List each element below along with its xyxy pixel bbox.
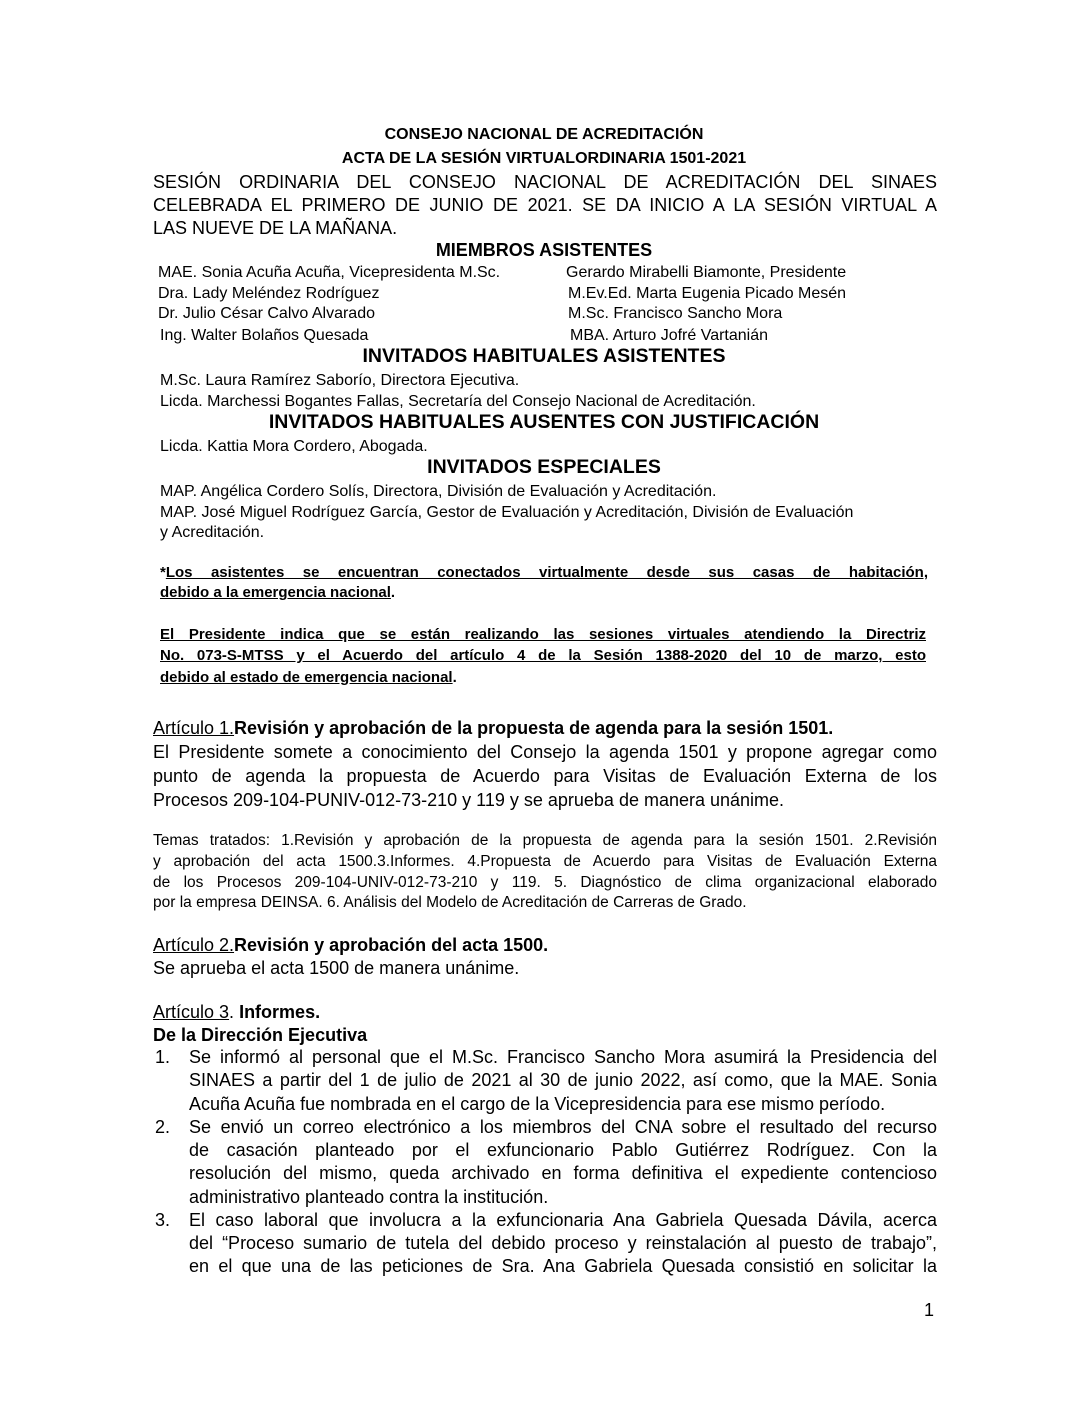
notice-1-line-2 [160, 584, 395, 601]
articulo-2-title: Revisión y aprobación del acta 1500. [234, 935, 549, 955]
intro-line-2: CELEBRADA EL PRIMERO DE JUNIO DE 2021. SE DA INICIO A LA SESIÓN VIRTUAL A [153, 195, 937, 215]
invitados-ausentes-title: INVITADOS HABITUALES AUSENTES CON JUSTIFICACIÓN [268, 411, 820, 433]
miembro-left-2: Dra. Lady Meléndez Rodríguez [158, 285, 380, 302]
articulo-2-label: Artículo 2. [153, 935, 235, 955]
invitado-especial-2: MAP. José Miguel Rodríguez García, Gestor de Evaluación y Acreditación, División de Evaluación [160, 504, 854, 521]
invitado-especial-3: y Acreditación. [160, 524, 265, 541]
miembro-left-4: Ing. Walter Bolaños Quesada [160, 327, 369, 344]
notice-1-line-1 [160, 564, 928, 581]
miembro-left-3: Dr. Julio César Calvo Alvarado [158, 305, 375, 322]
notice-1-end: . [390, 584, 396, 601]
invitado-ausente-1: Licda. Kattia Mora Cordero, Abogada. [160, 438, 428, 455]
org-title: CONSEJO NACIONAL DE ACREDITACIÓN [384, 126, 704, 143]
articulo-1-body-3: Procesos 209-104-PUNIV-012-73-210 y 119 y se aprueba de manera unánime. [153, 790, 785, 810]
notice-2-text-2: No. 073-S-MTSS y el Acuerdo del artículo 4 de la Sesión 1388-2020 del 10 de marzo, esto [160, 647, 926, 664]
temas-line-1: Temas tratados: 1.Revisión y aprobación de la propuesta de agenda para la sesión 1501. 2.Revisión [153, 832, 937, 849]
miembro-right-2: M.Ev.Ed. Marta Eugenia Picado Mesén [568, 285, 847, 302]
articulo-3-sep: . [229, 1002, 240, 1022]
informe-2-line-2: de casación planteado por el exfuncionario Pablo Gutiérrez Rodríguez. Con la [189, 1140, 937, 1160]
informe-1-line-2: SINAES a partir del 1 de julio de 2021 al 30 de junio 2022, así como, que la MAE. Sonia [189, 1070, 937, 1090]
articulo-1-body-2: punto de agenda la propuesta de Acuerdo para Visitas de Evaluación Externa de los [153, 766, 937, 786]
informe-2-line-4: administrativo planteado contra la institución. [189, 1187, 549, 1207]
articulo-3-label: Artículo 3 [153, 1002, 230, 1022]
notice-2-text-1: El Presidente indica que se están realizando las sesiones virtuales atendiendo la Directriz [160, 626, 926, 643]
invitado-especial-1: MAP. Angélica Cordero Solís, Directora, División de Evaluación y Acreditación. [160, 483, 717, 500]
miembro-right-4: MBA. Arturo Jofré Vartanián [570, 327, 769, 344]
intro-line-3: LAS NUEVE DE LA MAÑANA. [153, 218, 398, 238]
articulo-1-title: Revisión y aprobación de la propuesta de agenda para la sesión 1501. [234, 718, 834, 738]
temas-line-3: de los Procesos 209-104-UNIV-012-73-210 y 119. 5. Diagnóstico de clima organizacional elaborado [153, 874, 937, 891]
invitados-especiales-title: INVITADOS ESPECIALES [427, 456, 661, 478]
miembro-left-1: MAE. Sonia Acuña Acuña, Vicepresidenta M.Sc. [158, 264, 501, 281]
notice-2-text-3: debido al estado de emergencia nacional [160, 669, 453, 686]
direccion-ejecutiva-subtitle: De la Dirección Ejecutiva [153, 1025, 368, 1045]
informe-1-line-3: Acuña Acuña fue nombrada en el cargo de la Vicepresidencia para ese mismo período. [189, 1094, 886, 1114]
page-number: 1 [924, 1300, 935, 1320]
invitado-habitual-1: M.Sc. Laura Ramírez Saborío, Directora Ejecutiva. [160, 372, 520, 389]
notice-2-end: . [452, 669, 457, 686]
temas-line-4: por la empresa DEINSA. 6. Análisis del Modelo de Acreditación de Carreras de Grado. [153, 894, 747, 911]
informe-2-num: 2. [155, 1117, 171, 1137]
articulo-2-body: Se aprueba el acta 1500 de manera unánime. [153, 958, 520, 978]
informe-2-line-3: resolución del mismo, queda archivado en forma definitiva el expediente contencioso [189, 1163, 937, 1183]
informe-3-line-2: del “Proceso sumario de tutela del debido proceso y reinstalación al puesto de trabajo”, [189, 1233, 937, 1253]
articulo-1-body-1: El Presidente somete a conocimiento del Consejo la agenda 1501 y propone agregar como [153, 742, 937, 762]
notice-1-text-2: debido a la emergencia nacional [160, 584, 391, 601]
miembros-title: MIEMBROS ASISTENTES [435, 240, 653, 260]
notice-2-line-1 [160, 626, 926, 643]
articulo-3-heading [153, 1002, 320, 1023]
informe-1-num: 1. [155, 1047, 171, 1067]
articulo-2-heading [153, 935, 548, 956]
invitado-habitual-2: Licda. Marchessi Bogantes Fallas, Secretaría del Consejo Nacional de Acreditación. [160, 393, 756, 410]
informe-3-num: 3. [155, 1210, 171, 1230]
informe-3-line-3: en el que una de las peticiones de Sra. Ana Gabriela Quesada consistió en solicitar la [189, 1256, 937, 1276]
informe-2-line-1: Se envió un correo electrónico a los miembros del CNA sobre el resultado del recurso [189, 1117, 937, 1137]
notice-1-text-1: Los asistentes se encuentran conectados virtualmente desde sus casas de habitación, [165, 564, 928, 581]
informe-3-line-1: El caso laboral que involucra a la exfuncionaria Ana Gabriela Quesada Dávila, acerca [189, 1210, 937, 1230]
notice-2-line-3 [160, 669, 457, 686]
miembro-right-3: M.Sc. Francisco Sancho Mora [568, 305, 783, 322]
miembro-right-1: Gerardo Mirabelli Biamonte, Presidente [566, 264, 847, 281]
temas-line-2: y aprobación del acta 1500.3.Informes. 4.Propuesta de Acuerdo para Visitas de Evaluación Externa [153, 853, 937, 870]
notice-1-star: * [160, 564, 166, 581]
acta-title: ACTA DE LA SESIÓN VIRTUALORDINARIA 1501-2021 [341, 150, 747, 167]
intro-line-1: SESIÓN ORDINARIA DEL CONSEJO NACIONAL DE ACREDITACIÓN DEL SINAES [153, 172, 937, 192]
articulo-3-title: Informes. [239, 1002, 321, 1022]
articulo-1-heading [153, 718, 833, 739]
notice-2-line-2 [160, 647, 926, 664]
articulo-1-label: Artículo 1. [153, 718, 235, 738]
invitados-habituales-title: INVITADOS HABITUALES ASISTENTES [362, 345, 726, 367]
informe-1-line-1: Se informó al personal que el M.Sc. Francisco Sancho Mora asumirá la Presidencia del [189, 1047, 937, 1067]
